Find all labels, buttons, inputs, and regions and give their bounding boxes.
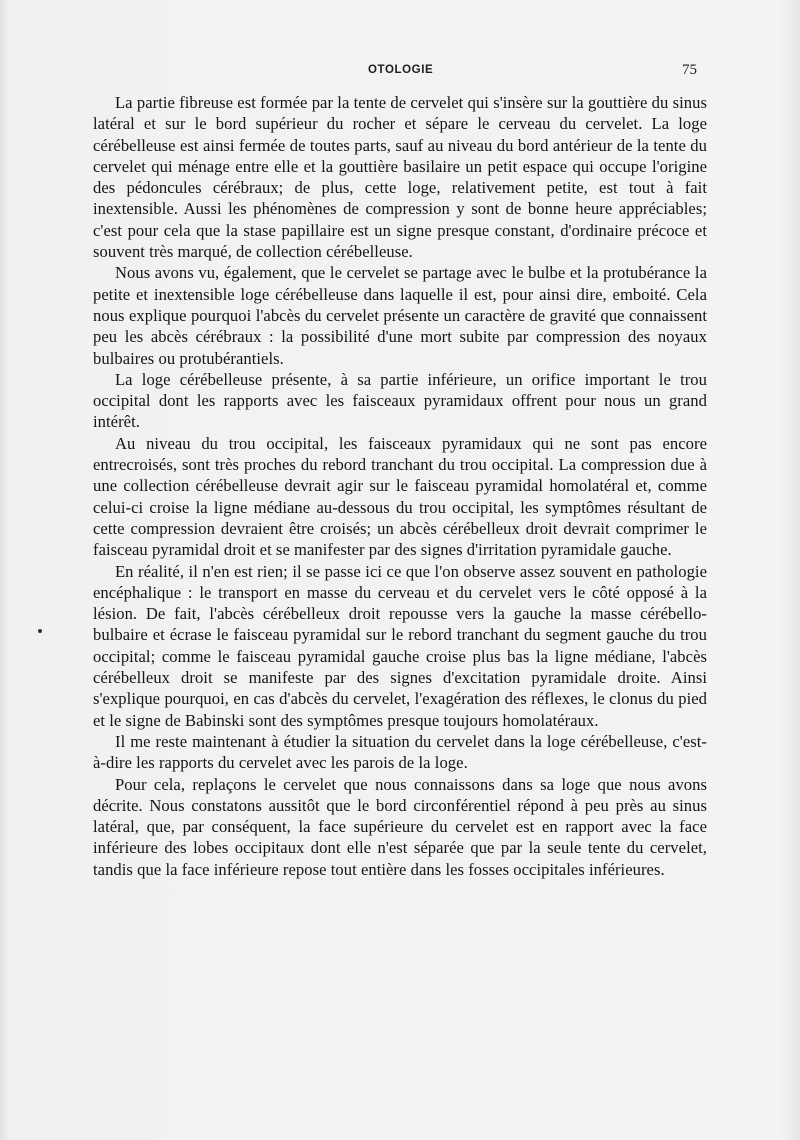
body-text [93, 92, 707, 880]
page-number: 75 [682, 62, 697, 78]
paragraph-2: Nous avons vu, également, que le cervelet se partage avec le bulbe et la protubérance la petite et inextensible loge cérébelleuse dans laquelle il est, pour ainsi dire, emboité. Cela nous explique pourquoi l'abcès du cervelet présente un caractère de gravité que connaissent peu les abcès cérébraux : la possibilité d'une mort subite par compression des noyaux bulbaires ou protubérantiels. [93, 263, 707, 368]
margin-mark [38, 629, 42, 633]
paragraph-5: En réalité, il n'en est rien; il se passe ici ce que l'on observe assez souvent en pathologie encéphalique : le transport en masse du cerveau et du cervelet vers le côté opposé à la lésion. De fait, l'abcès cérébelleux droit repousse vers la gauche la masse cérébello-bulbaire et écrase le faisceau pyramidal sur le rebord tranchant du segment gauche du trou occipital; comme le faisceau pyramidal gauche croise plus bas la ligne médiane, l'abcès cérébelleux droit se manifeste par des signes d'excitation pyramidale droite. Ainsi s'explique pourquoi, en cas d'abcès du cervelet, l'exagération des réflexes, le clonus du pied et le signe de Babinski sont des symptômes presque toujours homolatéraux. [93, 561, 707, 730]
paragraph-1: La partie fibreuse est formée par la tente de cervelet qui s'insère sur la gouttière du sinus latéral et sur le bord supérieur du rocher et sépare le cerveau du cervelet. La loge cérébelleuse est ainsi fermée de toutes parts, sauf au niveau du bord antérieur de la tente du cervelet qui ménage entre elle et la gouttière basilaire un petit espace qui occupe l'origine des pédoncules cérébraux; de plus, cette loge, relativement petite, est tout à fait inextensible. Aussi les phénomènes de compression y sont de bonne heure appréciables; c'est pour cela que la stase papillaire est un signe presque constant, d'ordinaire précoce et souvent très marqué, de collection cérébelleuse. [93, 93, 707, 262]
paragraph-4: Au niveau du trou occipital, les faisceaux pyramidaux qui ne sont pas encore entrecroisés, sont très proches du rebord tranchant du trou occipital. La compression due à une collection cérébelleuse devrait agir sur le faisceau pyramidal homolatéral et, comme celui-ci croise la ligne médiane au-dessous du trou occipital, les symptômes résultant de cette compression devraient être croisés; un abcès cérébelleux droit devrait comprimer le faisceau pyramidal droit et se manifester par des signes d'irritation pyramidale gauche. [93, 433, 707, 560]
paragraph-6: Il me reste maintenant à étudier la situation du cervelet dans la loge cérébelleuse, c'est-à-dire les rapports du cervelet avec les parois de la loge. [93, 731, 707, 773]
paragraph-3: La loge cérébelleuse présente, à sa partie inférieure, un orifice important le trou occipital dont les rapports avec les faisceaux pyramidaux offrent pour nous un grand intérêt. [93, 369, 707, 432]
paragraph-7: Pour cela, replaçons le cervelet que nous connaissons dans sa loge que nous avons décrite. Nous constatons aussitôt que le bord circonférentiel répond à peu près au sinus latéral, que, par conséquent, la face supérieure du cervelet est en rapport avec la face inférieure des lobes occipitaux dont elle n'est séparée que par la seule tente du cervelet, tandis que la face inférieure repose tout entière dans les fosses occipitales inférieures. [93, 774, 707, 879]
running-title: OTOLOGIE [368, 64, 434, 76]
running-head [0, 62, 800, 82]
